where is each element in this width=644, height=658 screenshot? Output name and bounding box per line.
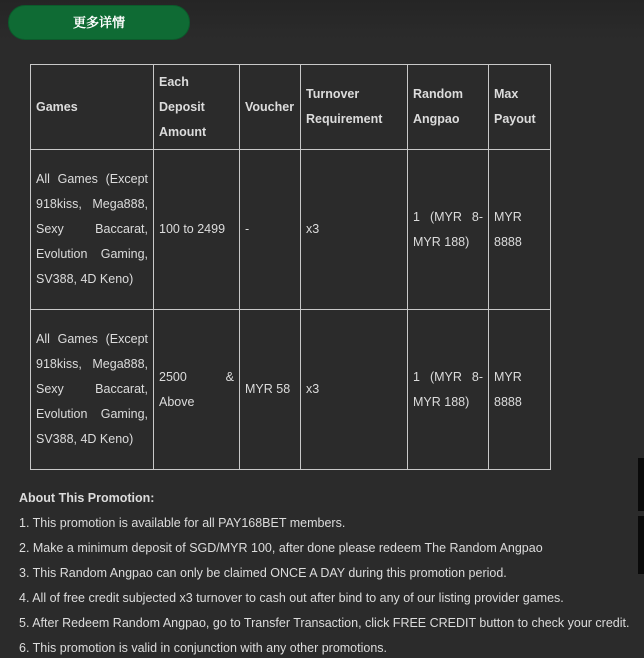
header-games: Games xyxy=(31,65,154,150)
side-widget-edge[interactable] xyxy=(638,516,644,574)
table-row xyxy=(31,310,551,470)
about-item: 2. Make a minimum deposit of SGD/MYR 100, after done please redeem The Random Angpao xyxy=(19,541,543,555)
header-angpao: Random Angpao xyxy=(408,65,489,150)
promotion-table xyxy=(30,64,551,470)
cell-angpao: 1 (MYR 8-MYR 188) xyxy=(408,150,489,310)
header-turnover: Turnover Requirement xyxy=(301,65,408,150)
header-voucher: Voucher xyxy=(240,65,301,150)
header-payout: Max Payout xyxy=(489,65,551,150)
cell-voucher: - xyxy=(240,150,301,310)
more-details-button[interactable]: 更多详情 xyxy=(8,5,190,40)
about-item: 1. This promotion is available for all PAY168BET members. xyxy=(19,516,346,530)
cell-turnover: x3 xyxy=(301,310,408,470)
cell-games: All Games (Except 918kiss, Mega888, Sexy Baccarat, Evolution Gaming, SV388, 4D Keno) xyxy=(31,150,154,310)
cell-games: All Games (Except 918kiss, Mega888, Sexy Baccarat, Evolution Gaming, SV388, 4D Keno) xyxy=(31,310,154,470)
table-row xyxy=(31,150,551,310)
cell-voucher: MYR 58 xyxy=(240,310,301,470)
cell-payout: MYR 8888 xyxy=(489,310,551,470)
about-item: 6. This promotion is valid in conjunction with any other promotions. xyxy=(19,641,388,655)
about-item: 3. This Random Angpao can only be claimed ONCE A DAY during this promotion period. xyxy=(19,566,507,580)
table-header-row xyxy=(31,65,551,150)
about-promotion-section xyxy=(19,486,644,658)
cell-angpao: 1 (MYR 8-MYR 188) xyxy=(408,310,489,470)
cell-deposit: 2500 & Above xyxy=(154,310,240,470)
about-title: About This Promotion: xyxy=(19,491,155,505)
header-deposit: Each Deposit Amount xyxy=(154,65,240,150)
about-item: 5. After Redeem Random Angpao, go to Transfer Transaction, click FREE CREDIT button to check your credit. xyxy=(19,616,630,630)
cell-turnover: x3 xyxy=(301,150,408,310)
cell-deposit: 100 to 2499 xyxy=(154,150,240,310)
side-widget-edge[interactable] xyxy=(638,458,644,511)
cell-payout: MYR 8888 xyxy=(489,150,551,310)
about-item: 4. All of free credit subjected x3 turnover to cash out after bind to any of our listing provider games. xyxy=(19,591,564,605)
